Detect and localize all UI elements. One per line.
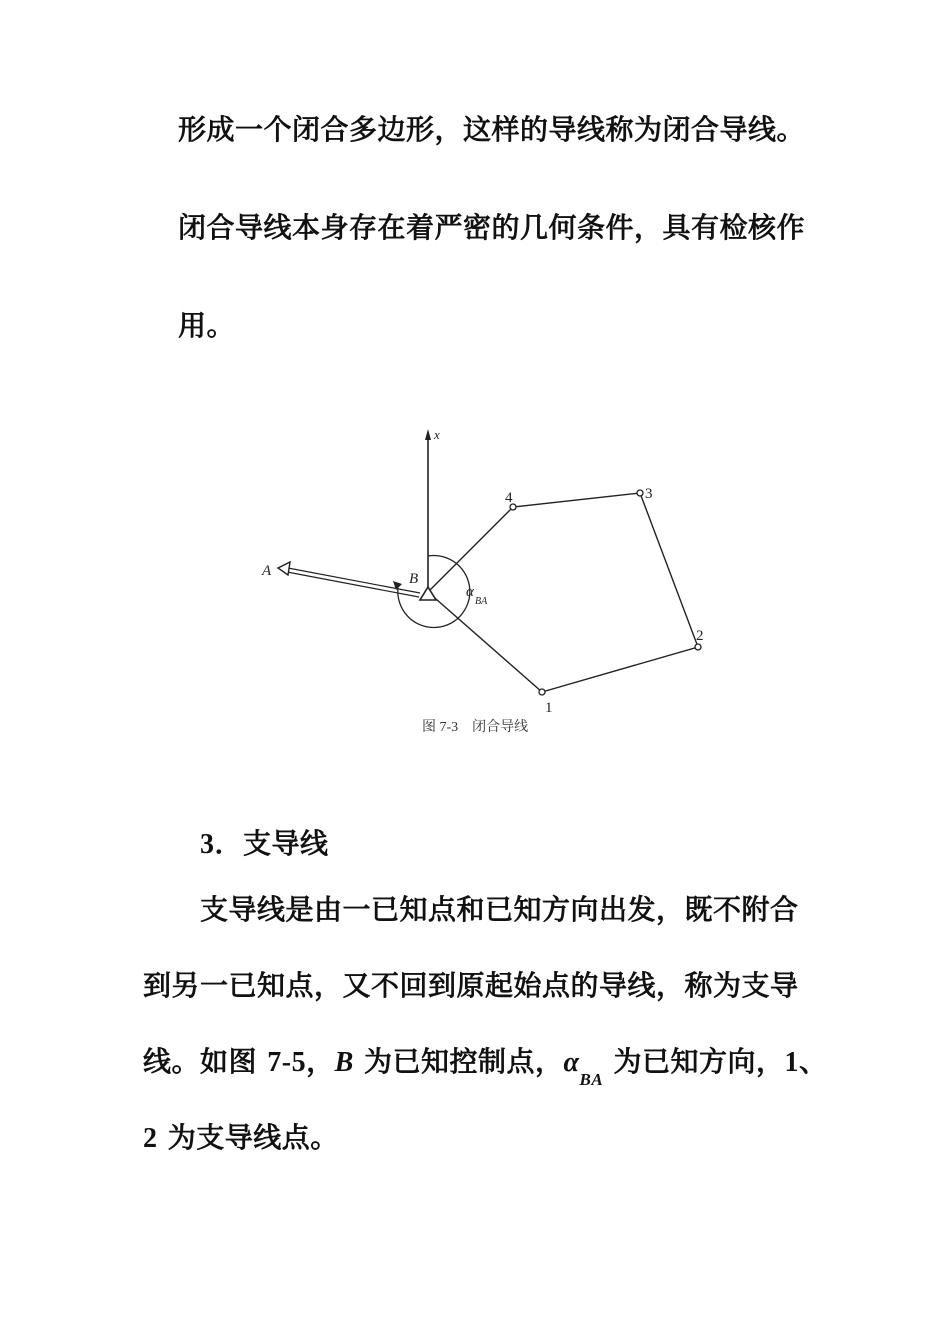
paragraph1-line3: 用。 [178, 309, 236, 342]
point-b-label: B [409, 571, 419, 587]
point-3-marker [637, 490, 643, 496]
p2-l3-text-e: 、 [798, 1045, 828, 1078]
x-axis-label: x [434, 427, 440, 442]
x-axis-arrow [425, 429, 431, 440]
paragraph1-line1: 形成一个闭合多边形，这样的导线称为闭合导线。 [178, 113, 806, 146]
point-3-label: 3 [645, 486, 653, 502]
point-1-reference: 1 [784, 1047, 799, 1078]
alpha-symbol: α [563, 1047, 580, 1078]
p2-l3-text-d: 为已知方向， [603, 1045, 785, 1078]
p2-l3-text-b: ， [306, 1045, 335, 1078]
p2-l3-text-c: 为已知控制点， [353, 1045, 564, 1078]
p2-l3-text-a: 线。如图 [143, 1045, 268, 1078]
section-title: 支导线 [243, 827, 329, 860]
point-2-label: 2 [696, 628, 704, 644]
paragraph2-line1: 支导线是由一已知点和已知方向出发，既不附合 [200, 893, 799, 926]
point-b-marker [420, 587, 436, 600]
paragraph2-line2: 到另一已知点，又不回到原起始点的导线，称为支导 [143, 969, 799, 1002]
paragraph2-line3 [143, 1040, 828, 1089]
paragraph2-line4 [143, 1116, 339, 1156]
point-a-label: A [262, 563, 272, 579]
paragraph1-line2: 闭合导线本身存在着严密的几何条件，具有检核作 [178, 211, 806, 244]
angle-arc [398, 556, 470, 628]
point-1-marker [539, 689, 545, 695]
figure-caption: 图 7-3 闭合导线 [422, 720, 529, 735]
figure-reference: 7-5 [267, 1047, 307, 1078]
section-number: 3． [200, 829, 244, 860]
alpha-subscript: BA [579, 1070, 604, 1089]
point-a-marker [278, 562, 290, 575]
point-2-marker [695, 644, 701, 650]
closed-traverse-figure [250, 420, 730, 740]
angle-label-subscript: BA [475, 596, 488, 607]
point-2-reference: 2 [143, 1123, 158, 1154]
point-4-label: 4 [505, 490, 513, 506]
point-b-reference: B [334, 1047, 354, 1078]
angle-label-alpha: α [466, 584, 474, 600]
direction-line-a [288, 568, 420, 593]
section-heading [200, 822, 329, 862]
p2-l4-text: 为支导线点。 [157, 1121, 339, 1154]
point-1-label: 1 [545, 700, 553, 716]
